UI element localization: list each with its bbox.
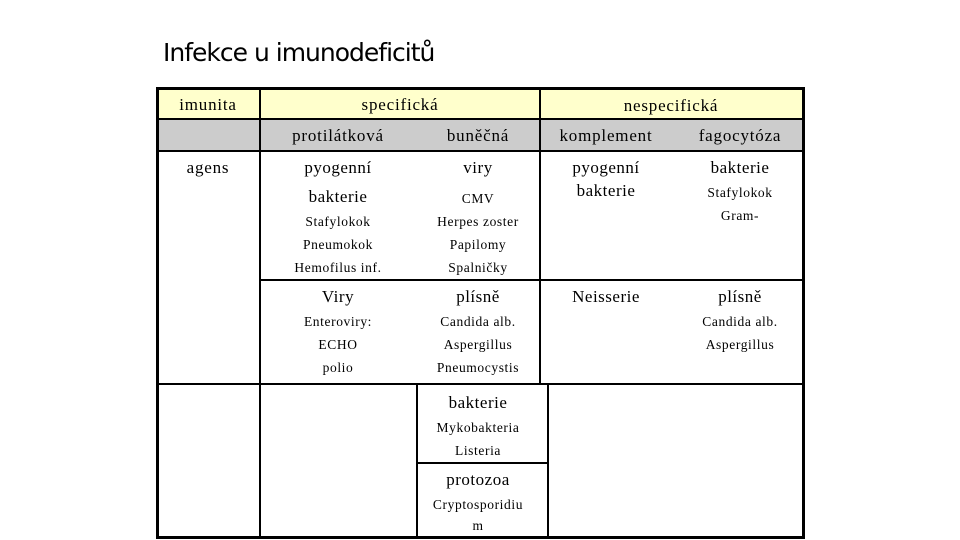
- header-specificka: specifická: [361, 95, 439, 114]
- border-col-bunecna-right: [547, 384, 549, 538]
- komplement-pyogenni: pyogenní: [572, 158, 640, 177]
- subheader-protilatkova: protilátková: [292, 126, 384, 145]
- fagocytoza-plisne-item-2: Aspergillus: [705, 337, 775, 352]
- bunecna-viry-item-1: CMV: [461, 191, 495, 206]
- bunecna-viry-item-2: Herpes zoster: [437, 214, 519, 229]
- bunecna-bakterie-item-2: Listeria: [454, 443, 502, 458]
- bunecna-plisne: plísně: [456, 287, 500, 306]
- protilatkova-pyogenni: pyogenní: [304, 158, 372, 177]
- border-col-nespecificka: [539, 88, 541, 384]
- fagocytoza-plisne: plísně: [718, 287, 762, 306]
- fagocytoza-bakterie-item-2: Gram-: [720, 208, 760, 223]
- protilatkova-bakterie: bakterie: [308, 187, 368, 206]
- protilatkova-item-1: Stafylokok: [305, 214, 371, 229]
- bunecna-protozoa: protozoa: [446, 470, 510, 489]
- border-col-bunecna-left: [416, 384, 418, 538]
- protilatkova-viry-item-2: ECHO: [318, 337, 358, 352]
- bunecna-plisne-item-1: Candida alb.: [440, 314, 516, 329]
- fagocytoza-bakterie-item-1: Stafylokok: [707, 185, 773, 200]
- protilatkova-viry-item-1: Enteroviry:: [303, 314, 373, 329]
- border-col-imunita: [259, 88, 261, 538]
- header-imunita: imunita: [179, 95, 237, 114]
- border-bakterie: [417, 462, 548, 464]
- subheader-komplement: komplement: [559, 126, 653, 145]
- border-top: [156, 87, 805, 90]
- page-title: Infekce u imunodeficitů: [163, 38, 435, 67]
- bunecna-plisne-item-2: Aspergillus: [443, 337, 513, 352]
- border-right: [802, 87, 805, 539]
- bunecna-protozoa-item-2: m: [472, 518, 484, 533]
- bunecna-bakterie: bakterie: [448, 393, 508, 412]
- header-nespecificka: nespecifická: [623, 96, 719, 115]
- komplement-bakterie: bakterie: [576, 181, 636, 200]
- fagocytoza-bakterie: bakterie: [710, 158, 770, 177]
- komplement-neisserie: Neisserie: [572, 287, 640, 306]
- bunecna-viry-item-4: Spalničky: [448, 260, 508, 275]
- protilatkova-viry-item-3: polio: [322, 360, 354, 375]
- border-left: [156, 87, 159, 539]
- protilatkova-viry: Viry: [321, 287, 355, 306]
- agens-label: agens: [186, 158, 230, 177]
- border-header: [157, 118, 804, 120]
- bunecna-viry-item-3: Papilomy: [449, 237, 507, 252]
- border-group2: [157, 383, 804, 385]
- subheader-fagocytoza: fagocytóza: [698, 126, 782, 145]
- subheader-bunecna: buněčná: [446, 126, 510, 145]
- fagocytoza-plisne-item-1: Candida alb.: [702, 314, 778, 329]
- bunecna-protozoa-item-1: Cryptosporidiu: [432, 497, 524, 512]
- bunecna-plisne-item-3: Pneumocystis: [436, 360, 520, 375]
- protilatkova-item-3: Hemofilus inf.: [294, 260, 382, 275]
- protilatkova-item-2: Pneumokok: [303, 237, 373, 252]
- bunecna-viry: viry: [463, 158, 493, 177]
- bunecna-bakterie-item-1: Mykobakteria: [436, 420, 520, 435]
- border-subheader: [157, 150, 804, 152]
- border-group1: [260, 279, 804, 281]
